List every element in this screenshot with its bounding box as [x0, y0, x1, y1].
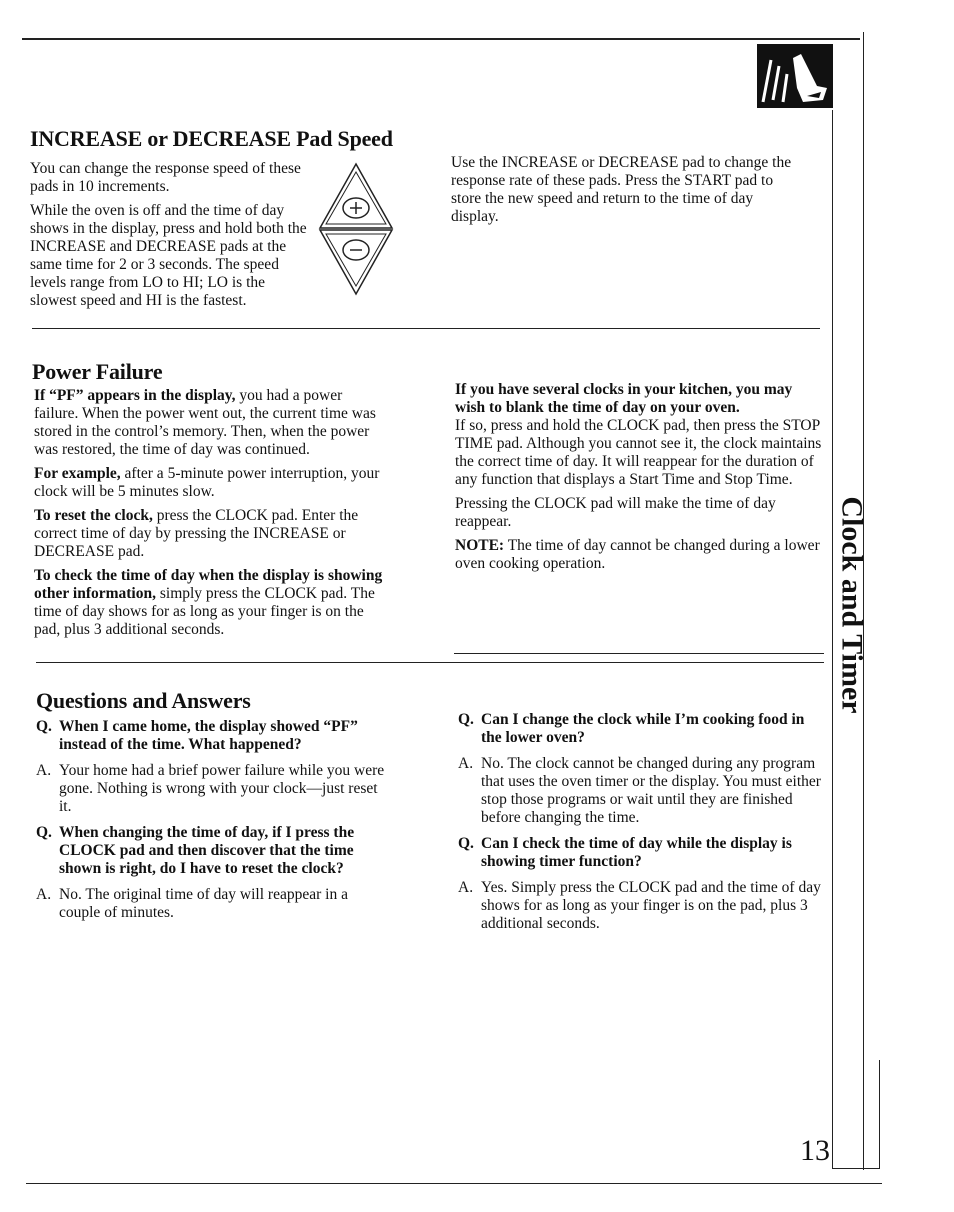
speed-right-text: Use the INCREASE or DECREASE pad to change the response rate of these pads. Press the START pad to store the new speed and return to the time of day display.	[451, 154, 792, 225]
power-paragraph-example: For example, after a 5-minute power interruption, your clock will be 5 minutes slow.	[34, 465, 380, 500]
power-note: NOTE: The time of day cannot be changed during a lower oven cooking operation.	[455, 537, 820, 572]
divider-1	[32, 328, 820, 329]
hand-pointer-icon	[757, 44, 833, 108]
top-rule	[22, 38, 860, 40]
section-title-power-failure: Power Failure	[32, 359, 163, 384]
power-right-text	[455, 381, 823, 579]
right-frame-bottom	[832, 1168, 880, 1169]
power-paragraph-blank: If you have several clocks in your kitchen, you may wish to blank the time of day on your oven. If so, press and hold the CLOCK pad, then press the STOP TIME pad. Although you cannot see it, the clock maintains the correct time of day. It will reappear for the duration of any function that displays a Start Time and Stop Time.	[455, 381, 822, 488]
side-section-label-text: Clock and Timer	[836, 496, 870, 714]
qa-right	[458, 711, 824, 941]
speed-paragraph-2: While the oven is off and the time of day shows in the display, press and hold both the INCREASE and DECREASE pads at the same time for 2 or 3 seconds. The speed levels range from LO to HI; LO is the slowest speed and HI is the fastest.	[30, 202, 307, 309]
question-3: Q. Can I change the clock while I’m cooking food in the lower oven?	[458, 711, 805, 746]
question-1: Q. When I came home, the display showed “PF” instead of the time. What happened?	[36, 718, 358, 753]
power-left-text	[34, 387, 390, 645]
power-paragraph-reappear: Pressing the CLOCK pad will make the time of day reappear.	[455, 495, 776, 530]
answer-4: A. Yes. Simply press the CLOCK pad and the time of day shows for as long as your finger is on the pad, plus 3 additional seconds.	[458, 879, 821, 932]
section-title-questions: Questions and Answers	[36, 688, 251, 713]
question-4: Q. Can I check the time of day while the display is showing timer function?	[458, 835, 792, 870]
page-number: 13	[800, 1134, 830, 1167]
speed-left-text	[30, 160, 312, 316]
qa-left	[36, 718, 388, 930]
side-section-label	[822, 495, 882, 715]
speed-paragraph-1: You can change the response speed of these pads in 10 increments.	[30, 160, 301, 195]
power-paragraph-pf: If “PF” appears in the display, you had a power failure. When the power went out, the current time was stored in the control’s memory. Then, when the power was restored, the time of day was continued.	[34, 387, 376, 458]
divider-2-right	[454, 653, 824, 654]
section-title-speed: INCREASE or DECREASE Pad Speed	[30, 126, 393, 151]
question-2: Q. When changing the time of day, if I press the CLOCK pad and then discover that the time shown is right, do I have to reset the clock?	[36, 824, 355, 877]
decrease-pad-icon	[316, 226, 396, 298]
answer-3: A. No. The clock cannot be changed during any program that uses the oven timer or the display. You must either stop those programs or wait until they are finished before changing the time.	[458, 755, 821, 826]
power-paragraph-check: To check the time of day when the display is showing other information, simply press the CLOCK pad. The time of day shows for as long as your finger is on the pad, plus 3 additional seconds.	[34, 567, 383, 638]
power-paragraph-reset: To reset the clock, press the CLOCK pad. Enter the correct time of day by pressing the INCREASE or DECREASE pad.	[34, 507, 359, 560]
answer-1: A. Your home had a brief power failure while you were gone. Nothing is wrong with your clock—just reset it.	[36, 762, 385, 815]
increase-pad-icon	[316, 160, 396, 232]
right-frame-outer	[879, 1060, 880, 1169]
divider-2	[36, 662, 824, 663]
bottom-rule	[26, 1183, 882, 1184]
answer-2: A. No. The original time of day will reappear in a couple of minutes.	[36, 886, 348, 921]
